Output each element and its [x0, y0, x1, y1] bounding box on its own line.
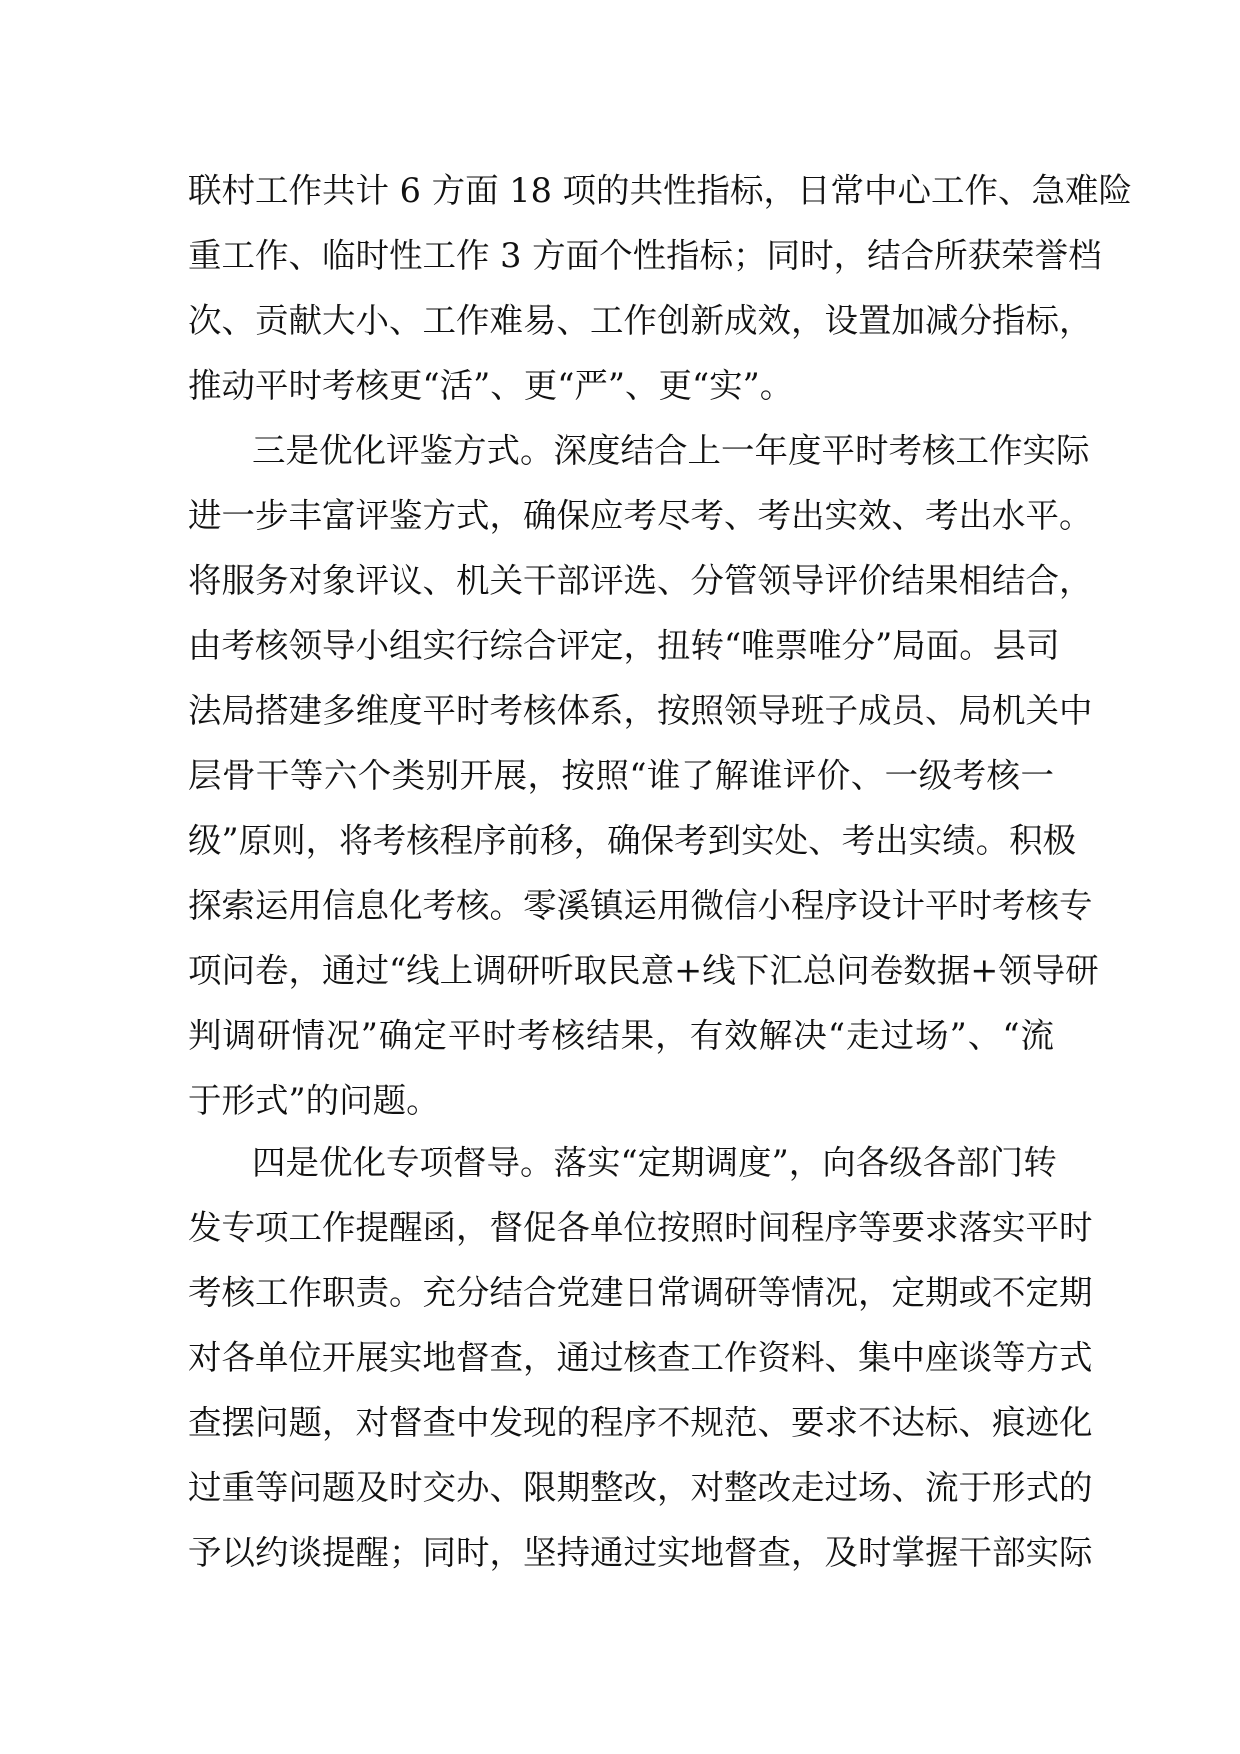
text-line: 对各单位开展实地督查，通过核查工作资料、集中座谈等方式	[188, 1338, 1093, 1377]
text-line: 由考核领导小组实行综合评定，扭转“唯票唯分”局面。县司	[188, 626, 1060, 665]
text-line: 将服务对象评议、机关干部评选、分管领导评价结果相结合，	[188, 561, 1093, 600]
paragraph-1	[188, 158, 1133, 418]
text-line: 于形式”的问题。	[188, 1081, 440, 1120]
text-line: 次、贡献大小、工作难易、工作创新成效，设置加减分指标，	[188, 301, 1093, 340]
text-line: 查摆问题，对督查中发现的程序不规范、要求不达标、痕迹化	[188, 1403, 1093, 1442]
text-line: 项问卷，通过“线上调研听取民意+线下汇总问卷数据+领导研	[188, 951, 1099, 990]
text-line: 级”原则，将考核程序前移，确保考到实处、考出实绩。积极	[188, 821, 1077, 860]
text-line: 予以约谈提醒；同时，坚持通过实地督查，及时掌握干部实际	[188, 1533, 1093, 1572]
text-line: 三是优化评鉴方式。深度结合上一年度平时考核工作实际	[252, 431, 1090, 470]
text-line: 四是优化专项督导。落实“定期调度”，向各级各部门转	[252, 1143, 1057, 1182]
text-line: 层骨干等六个类别开展，按照“谁了解谁评价、一级考核一	[188, 756, 1054, 795]
text-line: 判调研情况”确定平时考核结果，有效解决“走过场”、“流	[188, 1016, 1054, 1055]
text-line: 过重等问题及时交办、限期整改，对整改走过场、流于形式的	[188, 1468, 1093, 1507]
text-line: 联村工作共计 6 方面 18 项的共性指标，日常中心工作、急难险	[188, 171, 1133, 210]
text-line: 进一步丰富评鉴方式，确保应考尽考、考出实效、考出水平。	[188, 496, 1093, 535]
text-line: 法局搭建多维度平时考核体系，按照领导班子成员、局机关中	[188, 691, 1093, 730]
text-line: 重工作、临时性工作 3 方面个性指标；同时，结合所获荣誉档	[188, 236, 1102, 275]
paragraph-2	[188, 418, 1099, 1133]
text-line: 考核工作职责。充分结合党建日常调研等情况，定期或不定期	[188, 1273, 1093, 1312]
text-line: 探索运用信息化考核。零溪镇运用微信小程序设计平时考核专	[188, 886, 1093, 925]
paragraph-3	[188, 1130, 1093, 1585]
text-line: 推动平时考核更“活”、更“严”、更“实”。	[188, 366, 794, 405]
text-line: 发专项工作提醒函，督促各单位按照时间程序等要求落实平时	[188, 1208, 1093, 1247]
